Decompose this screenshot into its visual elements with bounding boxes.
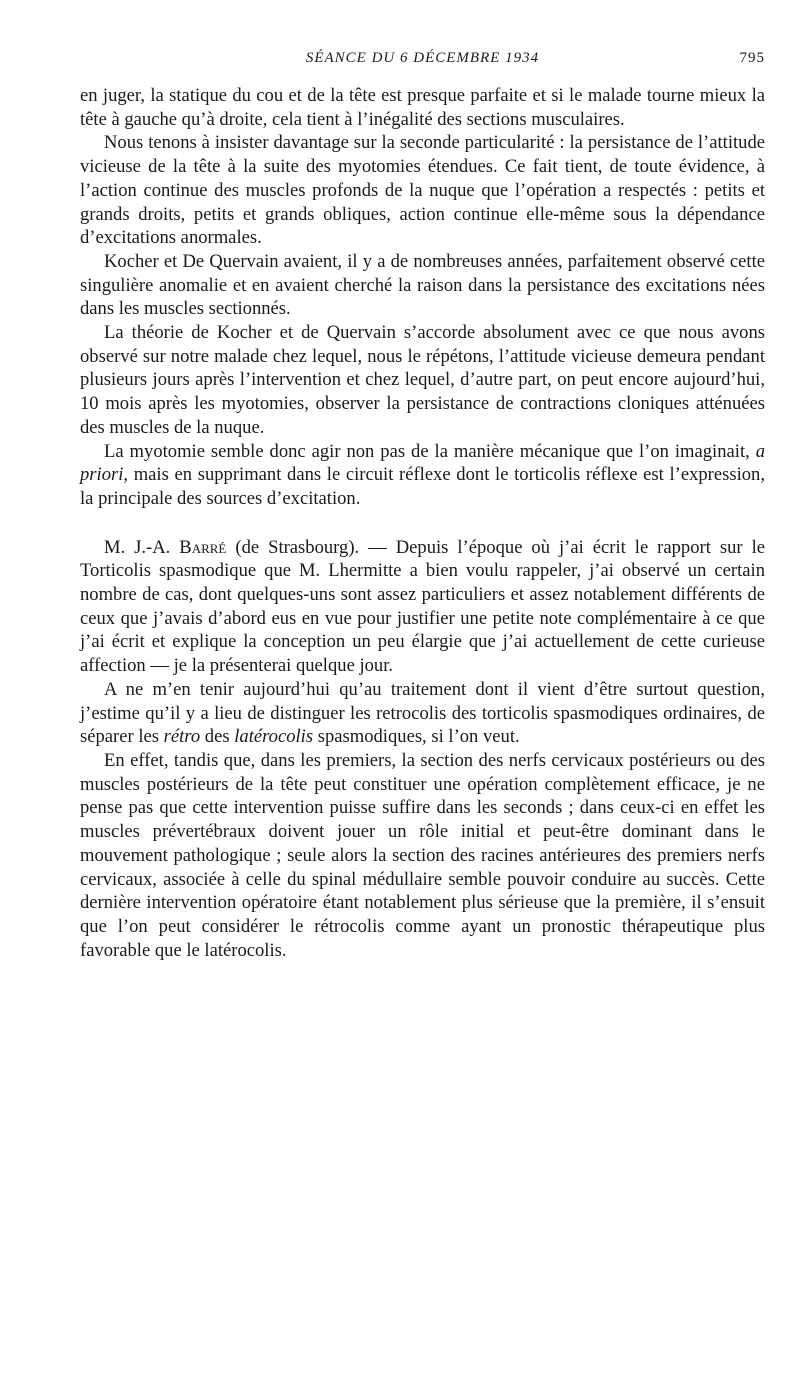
paragraph-5-italic: a priori [80,440,765,486]
paragraph-3: Kocher et De Quervain avaient, il y a de nombreuses années, parfaitement observé cette singulière anomalie et en avaient cherché la raison dans la persistance des excitations nées dans les muscles sectionnés. [80,250,765,320]
paragraph-5-text-b: , mais en supprimant dans le circuit réflexe dont le torticolis réflexe est l’expression, la principale des sources d’excitation. [80,464,765,509]
paragraph-7-text-b: des [200,726,235,748]
speaker-name: M. J.-A. Barré [104,536,227,558]
paragraph-7-text-a: A ne m’en tenir aujourd’hui qu’au traitement dont il vient d’être surtout question, j’estime qu’il y a lieu de distinguer les retrocolis des torticolis spasmodiques ordinaires, de séparer les [80,678,765,748]
paragraph-7-text-c: spasmodiques, si l’on veut. [313,726,520,748]
running-header [80,50,765,74]
paragraph-7-italic-retro: rétro [163,726,201,748]
paragraph-4: La théorie de Kocher et de Quervain s’accorde absolument avec ce que nous avons observé sur notre malade chez lequel, nous le répétons, l’attitude vicieuse demeura pendant plusieurs jours après l’intervention et chez lequel, d’autre part, on peut encore aujourd’hui, 10 mois après les myotomies, observer la persistance de contractions cloniques atténuées des muscles de la nuque. [80,322,765,438]
paragraph-1: en juger, la statique du cou et de la tête est presque parfaite et si le malade tourne mieux la tête à gauche qu’à droite, cela tient à l’inégalité des sections musculaires. [80,85,765,130]
body-text [80,84,765,962]
paragraph-5 [80,440,765,511]
paragraph-6 [80,536,765,678]
paragraph-5-text-a: La myotomie semble donc agir non pas de la manière mécanique que l’on imaginait, [104,440,756,462]
paragraph-7-italic-laterocolis: latérocolis [234,726,314,748]
header-title: SÉANCE DU 6 DÉCEMBRE 1934 [305,50,540,66]
paragraph-7 [80,678,765,749]
paragraph-8: En effet, tandis que, dans les premiers, la section des nerfs cervicaux postérieurs ou des muscles postérieurs de la tête peut constituer une opération complètement efficace, je ne pense pas que cette intervention puisse suffire dans les seconds ; dans ceux-ci en effet les muscles prévertébraux doivent jouer un rôle initial et peut-être dominant dans le mouvement pathologique ; seule alors la section des racines antérieures des premiers nerfs cervicaux, associée à celle du spinal médullaire semble pouvoir conduire au succès. Cette dernière intervention opératoire étant notablement plus sérieuse que la première, il s’ensuit que l’on peut considérer le rétrocolis comme ayant un pronostic thérapeutique plus favorable que le latérocolis. [80,749,765,961]
page-number: 795 [739,50,765,66]
paragraph-2: Nous tenons à insister davantage sur la seconde particularité : la persistance de l’attitude vicieuse de la tête à la suite des myotomies étendues. Ce fait tient, de toute évidence, à l’action continue des muscles profonds de la nuque que l’opération a respectés : petits et grands droits, petits et grands obliques, action continue elle-même sous la dépendance d’excitations anormales. [80,132,765,249]
paragraph-6-text: (de Strasbourg). — Depuis l’époque où j’ai écrit le rapport sur le Torticolis spasmodique que M. Lhermitte a bien voulu rappeler, j’ai observé un certain nombre de cas, dont quelques-uns sont assez particuliers et assez notablement différents de ceux que j’avais d’abord eus en vue pour justifier une petite note complémentaire à ce que j’ai écrit et explique la conception un peu élargie que j’ai actuellement de cette curieuse affection — je la présenterai quelque jour. [80,536,765,677]
